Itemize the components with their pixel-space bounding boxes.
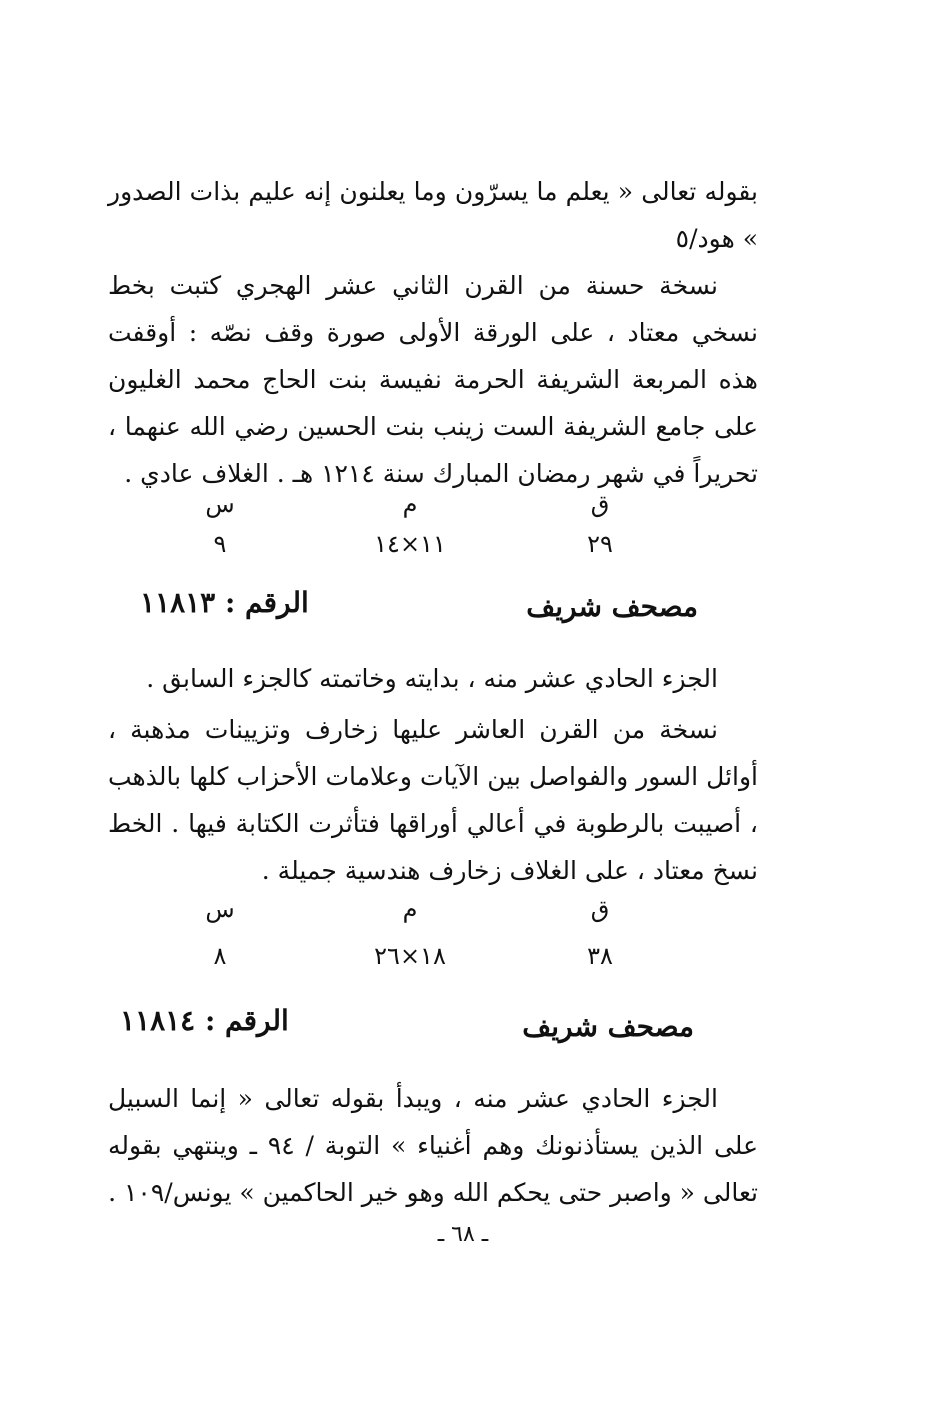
size-value: ١٨×٢٦: [374, 942, 446, 970]
measure-values: [150, 530, 670, 558]
leaves-value: ٢٩: [587, 530, 613, 558]
measure-headers: [150, 895, 670, 923]
size-header: م: [402, 895, 418, 923]
leaves-header: ق: [590, 490, 610, 518]
page-number: ـ ٦٨ ـ: [437, 1222, 489, 1247]
entry-number: الرقم : ١١٨١٣: [140, 586, 309, 619]
lines-value: ٩: [213, 530, 227, 558]
leaves-header: ق: [590, 895, 610, 923]
lines-value: ٨: [213, 942, 227, 970]
manuscript-description: نسخة من القرن العاشر عليها زخارف وتزيينات مذهبة ، أوائل السور والفواصل بين الآيات وعلامات الأحزاب كلها بالذهب ، أصيبت بالرطوبة في أعالي أوراقها فتأثرت الكتابة فيها . الخط نسخ معتاد ، على الغلاف زخارف هندسية جميلة .: [108, 715, 758, 885]
size-header: م: [402, 490, 418, 518]
leaves-value: ٣٨: [587, 942, 613, 970]
measure-headers: [150, 490, 670, 518]
entry-number: الرقم : ١١٨١٤: [120, 1004, 289, 1037]
lines-header: س: [205, 895, 235, 923]
entry-title: مصحف شريف: [526, 590, 698, 623]
measure-values: [150, 942, 670, 970]
lines-header: س: [205, 490, 235, 518]
entry-title: مصحف شريف: [522, 1010, 694, 1043]
entry-summary: الجزء الحادي عشر منه ، بدايته وخاتمته كالجزء السابق .: [146, 664, 718, 693]
size-value: ١١×١٤: [374, 530, 446, 558]
verse-quote-paragraph: بقوله تعالى « يعلم ما يسرّون وما يعلنون إنه عليم بذات الصدور » هود/٥: [108, 177, 758, 253]
entry-summary: الجزء الحادي عشر منه ، ويبدأ بقوله تعالى « إنما السبيل على الذين يستأذنونك وهم أغنياء » التوبة / ٩٤ ـ وينتهي بقوله تعالى « واصبر حتى يحكم الله وهو خير الحاكمين » يونس/١٠٩ .: [108, 1084, 758, 1207]
manuscript-description: نسخة حسنة من القرن الثاني عشر الهجري كتبت بخط نسخي معتاد ، على الورقة الأولى صورة وقف نصّه : أوقفت هذه المربعة الشريفة الحرمة نفيسة بنت الحاج محمد الغليون على جامع الشريفة الست زينب بنت الحسين رضي الله عنهما ، تحريراً في شهر رمضان المبارك سنة ١٢١٤ هـ . الغلاف عادي .: [108, 271, 758, 488]
